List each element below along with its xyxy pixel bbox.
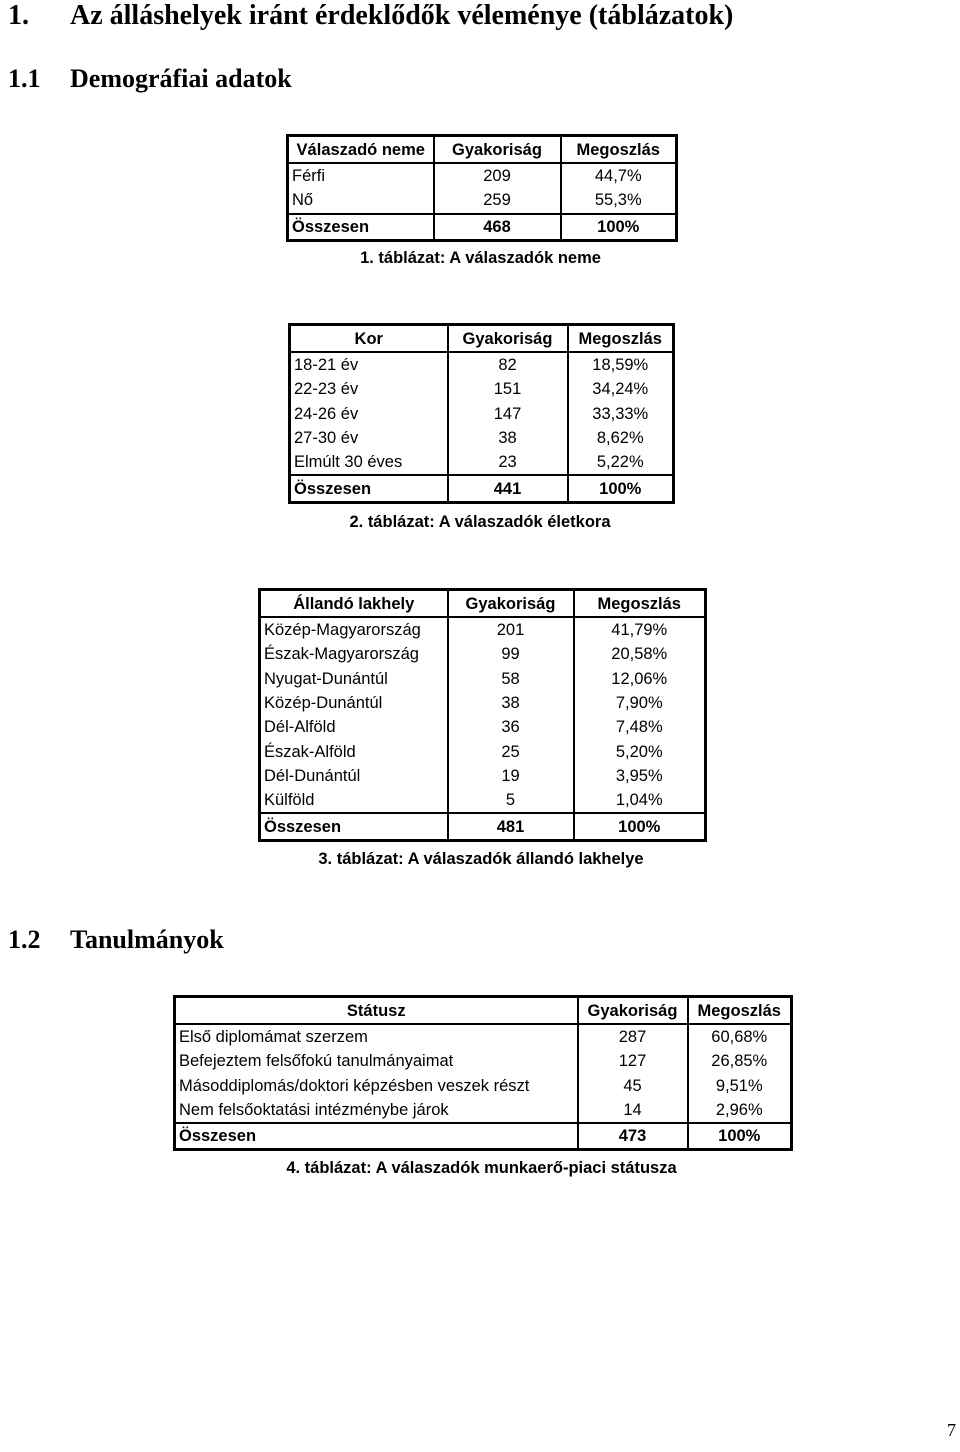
column-header: Megoszlás xyxy=(688,997,792,1025)
share-cell: 26,85% xyxy=(688,1049,792,1073)
section-heading-studies xyxy=(8,925,224,955)
share-cell: 34,24% xyxy=(568,377,674,401)
row-label: Elmúlt 30 éves xyxy=(294,453,403,472)
share-cell: 9,51% xyxy=(688,1074,792,1098)
table-row xyxy=(175,1074,792,1098)
row-label: Másoddiplomás/doktori képzésben veszek részt xyxy=(179,1076,530,1095)
share-cell: 100% xyxy=(688,1123,792,1150)
frequency-cell: 481 xyxy=(448,813,574,840)
frequency-cell: 45 xyxy=(578,1074,688,1098)
row-label: Összesen xyxy=(288,214,434,241)
row-label: Közép-Dunántúl xyxy=(264,694,383,713)
row-label: Észak-Alföld xyxy=(264,742,356,761)
table-total-row xyxy=(260,813,706,840)
row-label: Nem felsőoktatási intézménybe járok xyxy=(179,1101,449,1120)
page-number: 7 xyxy=(947,1420,956,1440)
share-cell: 100% xyxy=(574,813,706,840)
frequency-cell: 441 xyxy=(448,475,568,502)
table-status xyxy=(173,995,793,1151)
share-cell: 5,22% xyxy=(568,450,674,475)
frequency-cell: 25 xyxy=(448,739,574,763)
column-header: Gyakoriság xyxy=(448,325,568,353)
share-cell: 8,62% xyxy=(568,426,674,450)
share-cell: 44,7% xyxy=(561,163,677,188)
share-cell: 60,68% xyxy=(688,1024,792,1049)
frequency-cell: 58 xyxy=(448,667,574,691)
row-label: Észak-Magyarország xyxy=(264,645,419,664)
frequency-cell: 36 xyxy=(448,715,574,739)
table-row xyxy=(260,642,706,666)
heading-number: 1. xyxy=(8,0,29,31)
table-row xyxy=(260,739,706,763)
table-row xyxy=(175,1049,792,1073)
share-cell: 18,59% xyxy=(568,352,674,377)
frequency-cell: 19 xyxy=(448,764,574,788)
section-number: 1.1 xyxy=(8,64,41,93)
row-label: Férfi xyxy=(292,167,325,186)
share-cell: 100% xyxy=(561,214,677,241)
table-caption-gender: 1. táblázat: A válaszadók neme xyxy=(360,249,601,267)
row-label: Nő xyxy=(292,191,314,210)
frequency-cell: 82 xyxy=(448,352,568,377)
row-label: Közép-Magyarország xyxy=(264,621,421,640)
frequency-cell: 5 xyxy=(448,788,574,813)
share-cell: 7,90% xyxy=(574,691,706,715)
share-cell: 12,06% xyxy=(574,667,706,691)
column-header: Gyakoriság xyxy=(448,590,574,618)
heading-title: Az álláshelyek iránt érdeklődők véleménye (táblázatok) xyxy=(70,0,734,31)
share-cell: 41,79% xyxy=(574,617,706,642)
table-total-row xyxy=(288,214,677,241)
column-header: Gyakoriság xyxy=(578,997,688,1025)
share-cell: 55,3% xyxy=(561,188,677,213)
section-title: Tanulmányok xyxy=(70,925,224,954)
table-row xyxy=(260,764,706,788)
table-header-row xyxy=(288,136,677,164)
table-caption-age: 2. táblázat: A válaszadók életkora xyxy=(349,513,611,531)
table-row xyxy=(288,188,677,213)
row-label: Összesen xyxy=(175,1123,578,1150)
row-label: Dél-Dunántúl xyxy=(264,766,361,785)
row-label: Nyugat-Dunántúl xyxy=(264,669,388,688)
table-row xyxy=(290,402,674,426)
table-row xyxy=(290,377,674,401)
row-label: Külföld xyxy=(264,791,315,810)
frequency-cell: 201 xyxy=(448,617,574,642)
frequency-cell: 147 xyxy=(448,402,568,426)
frequency-cell: 23 xyxy=(448,450,568,475)
frequency-cell: 99 xyxy=(448,642,574,666)
frequency-cell: 151 xyxy=(448,377,568,401)
frequency-cell: 468 xyxy=(434,214,561,241)
table-row xyxy=(260,667,706,691)
share-cell: 100% xyxy=(568,475,674,502)
frequency-cell: 38 xyxy=(448,691,574,715)
share-cell: 2,96% xyxy=(688,1098,792,1123)
column-header: Megoszlás xyxy=(568,325,674,353)
row-label: Összesen xyxy=(290,475,448,502)
table-row xyxy=(260,715,706,739)
table-total-row xyxy=(175,1123,792,1150)
table-row xyxy=(175,1024,792,1049)
page-heading xyxy=(8,0,733,32)
table-row xyxy=(260,617,706,642)
table-row xyxy=(290,426,674,450)
table-caption-residence: 3. táblázat: A válaszadók állandó lakhelye xyxy=(318,850,644,868)
section-number: 1.2 xyxy=(8,925,41,954)
column-header: Megoszlás xyxy=(561,136,677,164)
frequency-cell: 287 xyxy=(578,1024,688,1049)
table-age xyxy=(288,323,675,504)
row-label: Dél-Alföld xyxy=(264,718,336,737)
section-title: Demográfiai adatok xyxy=(70,64,292,93)
column-header: Gyakoriság xyxy=(434,136,561,164)
column-header: Válaszadó neme xyxy=(288,136,434,164)
row-label: Befejeztem felsőfokú tanulmányaimat xyxy=(179,1052,454,1071)
frequency-cell: 259 xyxy=(434,188,561,213)
share-cell: 20,58% xyxy=(574,642,706,666)
table-row xyxy=(290,450,674,475)
share-cell: 1,04% xyxy=(574,788,706,813)
row-label: 24-26 év xyxy=(294,404,359,423)
frequency-cell: 127 xyxy=(578,1049,688,1073)
table-row xyxy=(290,352,674,377)
table-header-row xyxy=(290,325,674,353)
table-row xyxy=(175,1098,792,1123)
row-label: Összesen xyxy=(260,813,448,840)
section-heading-demographics xyxy=(8,64,292,94)
table-row xyxy=(260,691,706,715)
table-row xyxy=(260,788,706,813)
column-header: Kor xyxy=(290,325,448,353)
frequency-cell: 38 xyxy=(448,426,568,450)
row-label: Első diplomámat szerzem xyxy=(179,1028,368,1047)
row-label: 18-21 év xyxy=(294,356,359,375)
share-cell: 33,33% xyxy=(568,402,674,426)
row-label: 22-23 év xyxy=(294,380,359,399)
table-total-row xyxy=(290,475,674,502)
frequency-cell: 14 xyxy=(578,1098,688,1123)
table-residence xyxy=(258,588,707,842)
frequency-cell: 473 xyxy=(578,1123,688,1150)
table-gender xyxy=(286,134,678,242)
table-caption-status: 4. táblázat: A válaszadók munkaerő-piaci státusza xyxy=(286,1159,677,1177)
share-cell: 7,48% xyxy=(574,715,706,739)
column-header: Megoszlás xyxy=(574,590,706,618)
table-row xyxy=(288,163,677,188)
share-cell: 5,20% xyxy=(574,739,706,763)
share-cell: 3,95% xyxy=(574,764,706,788)
column-header: Állandó lakhely xyxy=(260,590,448,618)
row-label: 27-30 év xyxy=(294,429,359,448)
frequency-cell: 209 xyxy=(434,163,561,188)
table-header-row xyxy=(260,590,706,618)
column-header: Státusz xyxy=(175,997,578,1025)
table-header-row xyxy=(175,997,792,1025)
